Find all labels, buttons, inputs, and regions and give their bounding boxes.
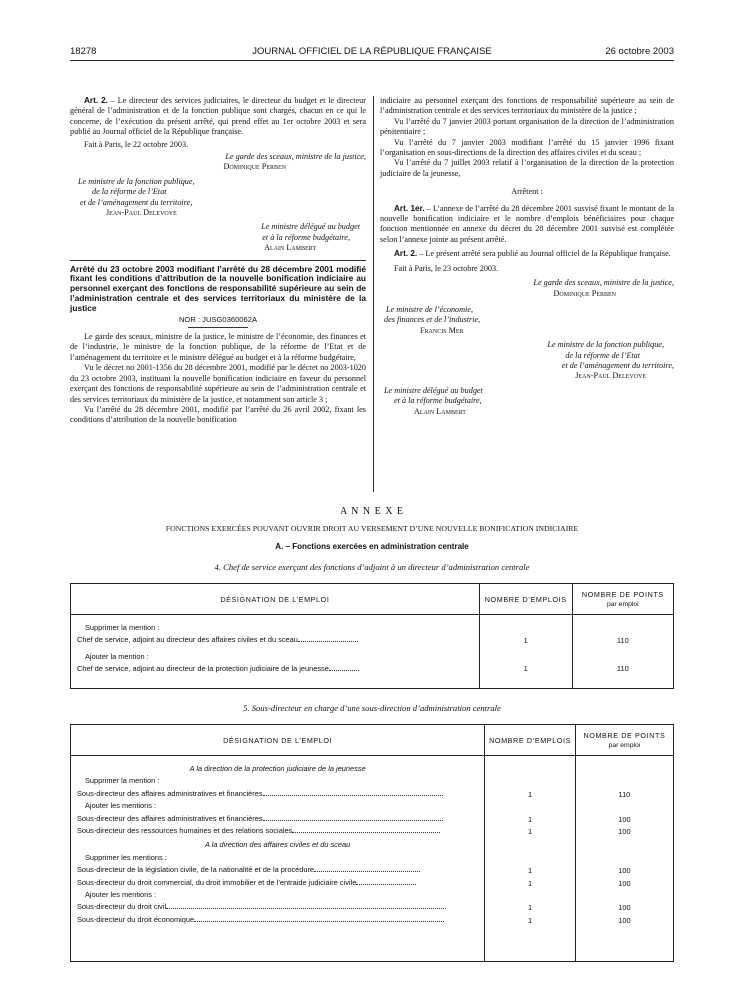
table-cell: 1 <box>523 664 528 674</box>
table-row: Sous-directeur des affaires administratives et financières <box>77 813 263 823</box>
table-sous-directeur <box>70 724 674 962</box>
table-cell: 1 <box>523 636 528 645</box>
signature-title: de la réforme de l’Etat <box>565 350 640 360</box>
preamble-paragraph: Vu le décret no 2001-1356 du 28 décembre 2001, modifié par le décret no 2003-1020 du 23 octobre 2003, instituant la nouvelle bonification indiciaire en faveur du personnel exerçant des fonctions de responsabilité supérieure au sein de l’administration centrale et des services territoriaux du ministère de la justice, et notamment son article 3 ; <box>70 363 366 404</box>
article-1: Art. 1er. – L’annexe de l’arrêté du 28 décembre 2001 susvisé fixant le montant de la nouvelle bonification indiciaire et le nombre d’emplois bénéficiaires pour chaque fonction mentionnée en annexe du décret du 28 décembre 2001 susvisé est complétée selon l’annexe jointe au présent arrêté. <box>380 203 674 244</box>
nombre-emplois-cell <box>485 756 576 962</box>
col-header-designation: DÉSIGNATION DE L’EMPLOI <box>71 584 480 615</box>
signature-name: Jean-Paul Delevoye <box>106 208 177 218</box>
col-header-nombre-emplois: NOMBRE D’EMPLOIS <box>479 584 572 615</box>
preamble-paragraph: Vu l’arrêté du 7 janvier 2003 portant organisation de la direction de l’administration pénitentiaire ; <box>380 116 674 137</box>
fait-a-paris-2: Fait à Paris, le 23 octobre 2003. <box>394 263 499 273</box>
decree-title: Arrêté du 23 octobre 2003 modifiant l’arrêté du 28 décembre 2001 modifié fixant les conditions d’attribution de la nouvelle bonification indiciaire au personnel exerçant des fonctions de responsabilité supérieure au sein de l’administration centrale et des services territoriaux du ministère de la justice <box>70 263 366 313</box>
col-header-nombre-emplois: NOMBRE D’EMPLOIS <box>485 725 576 756</box>
table-chef-de-service <box>70 583 674 689</box>
table-row: Sous-directeur des affaires administratives et financières <box>77 788 263 798</box>
table-cell: 1 <box>527 915 533 925</box>
signature-name: Francis Mer <box>420 325 464 335</box>
signature-title: de la réforme de l’Etat <box>92 187 167 197</box>
nombre-points-cell <box>575 756 673 962</box>
col-header-designation: DÉSIGNATION DE L’EMPLOI <box>71 725 485 756</box>
signature-title: et à la réforme budgétaire, <box>394 396 482 406</box>
table-row: Ajouter les mentions : <box>85 889 157 899</box>
table-cell: 100 <box>618 903 631 913</box>
fait-a-paris-1: Fait à Paris, le 22 octobre 2003. <box>84 139 189 149</box>
table-cell: 1 <box>527 866 533 876</box>
right-column <box>380 96 674 417</box>
table-cell: 100 <box>618 866 631 876</box>
signature-title: et de l’aménagement du territoire, <box>561 360 674 370</box>
signature-title: des finances et de l’industrie, <box>384 315 481 325</box>
article-2-prev: Art. 2. – Le directeur des services judiciaires, le directeur du budget et le directeur général de l’administration et de la fonction publique sont chargés, chacun en ce qui le concerne, de l’exécution du présent arrêté, qui prend effet au 1er octobre 2003 et sera publié au Journal officiel de la République française. <box>70 96 366 137</box>
table-row: Sous-directeur du droit économique <box>77 914 195 924</box>
table-cell: 1 <box>527 814 533 824</box>
preamble-paragraph: indiciaire au personnel exerçant des fonctions de responsabilité supérieure au sein de l’administration centrale et des services territoriaux du ministère de la justice ; <box>380 96 674 116</box>
preamble-paragraph: Vu l’arrêté du 7 janvier 2003 modifiant l’arrêté du 15 janvier 1996 fixant l’organisation en sous-directions de la direction des affaires civiles et du sceau ; <box>380 137 674 158</box>
table-row: Sous-directeur de la législation civile, de la nationalité et de la procédure <box>77 865 315 875</box>
nor-reference: NOR : JUSG0360062A <box>178 314 258 324</box>
group-heading: A la direction de la protection judiciaire de la jeunesse <box>189 764 366 773</box>
table-row: Supprimer la mention : <box>85 776 160 786</box>
nombre-emplois-cell <box>479 615 572 689</box>
table-cell: 110 <box>616 664 629 674</box>
signature-name: Dominique Perben <box>553 288 616 298</box>
signature-title: et de l’aménagement du territoire, <box>80 197 193 207</box>
table-cell: 110 <box>616 636 629 645</box>
signature-name: Alain Lambert <box>414 406 466 416</box>
table-cell: 1 <box>527 789 533 799</box>
signature-title: Le ministre de la fonction publique, <box>78 176 195 186</box>
table-cell: 1 <box>527 826 533 836</box>
table-cell: 100 <box>618 814 631 824</box>
signature-title: Le ministre délégué au budget <box>384 385 483 395</box>
table-cell: 100 <box>618 915 631 925</box>
group-heading: A la direction des affaires civiles et du sceau <box>205 840 351 850</box>
nombre-points-cell <box>572 615 673 689</box>
table-row: Ajouter la mention : <box>85 651 149 661</box>
col-header-nombre-points: NOMBRE DE POINTS par emploi <box>575 725 673 756</box>
annexe-subtitle: FONCTIONS EXERCÉES POUVANT OUVRIR DROIT AU VERSEMENT D’UNE NOUVELLE BONIFICATION INDICIAIRE <box>165 524 579 533</box>
signature-name: Alain Lambert <box>264 243 316 253</box>
signature-name: Jean-Paul Delevoye <box>575 371 646 381</box>
col-header-nombre-points: NOMBRE DE POINTS par emploi <box>572 584 673 615</box>
item-5-heading: 5. Sous-directeur en charge d’une sous-direction d’administration centrale <box>243 703 501 713</box>
table-cell: 110 <box>618 789 631 799</box>
table-row: Chef de service, adjoint au directeur de la protection judiciaire de la jeunesse <box>77 664 329 674</box>
table-cell: 100 <box>618 878 631 888</box>
signature-title: Le ministre de l’économie, <box>386 304 474 314</box>
preamble-paragraph: Vu l’arrêté du 7 juillet 2003 relatif à l’organisation de la direction de la protection judiciaire de la jeunesse, <box>380 158 674 178</box>
table-row: Supprimer la mention : <box>85 623 160 632</box>
designation-cell <box>71 615 480 689</box>
preamble-paragraph: Le garde des sceaux, ministre de la justice, le ministre de l’économie, des finances et de l’industrie, le ministre de la fonction publique, de la réforme de l’Etat et de l’aménagement du territoire et le ministre délégué au budget et à la réforme budgétaire, <box>70 332 366 362</box>
signature-title: Le garde des sceaux, ministre de la justice, <box>225 152 366 162</box>
signature-title: et à la réforme budgétaire, <box>262 232 350 242</box>
designation-cell <box>71 756 485 962</box>
signature-title: Le ministre délégué au budget <box>261 222 360 232</box>
signature-title: Le garde des sceaux, ministre de la justice, <box>533 278 674 288</box>
left-column <box>70 96 366 426</box>
table-cell: 100 <box>618 826 631 836</box>
journal-title: JOURNAL OFFICIEL DE LA RÉPUBLIQUE FRANÇAISE <box>252 46 492 57</box>
header-rule <box>70 60 674 61</box>
page-number: 18278 <box>70 46 97 57</box>
table-row: Sous-directeur des ressources humaines et des relations sociales <box>77 825 293 835</box>
table-row: Chef de service, adjoint au directeur des affaires civiles et du sceau <box>77 635 298 645</box>
column-divider <box>373 96 374 492</box>
arretent: Arrêtent : <box>511 187 543 197</box>
table-row: Ajouter les mentions : <box>85 801 157 811</box>
table-row: Sous-directeur du droit commercial, du droit immobilier et de l’entraide judiciaire civile <box>77 877 357 887</box>
signature-title: Le ministre de la fonction publique, <box>547 340 664 350</box>
item-4-heading: 4. Chef de service exerçant des fonctions d’adjoint à un directeur d’administration centrale <box>214 562 530 572</box>
table-cell: 1 <box>527 903 533 913</box>
preamble-paragraph: Vu l’arrêté du 28 décembre 2001, modifié par l’arrêté du 26 avril 2002, fixant les conditions d’attribution de la nouvelle bonification <box>70 404 366 425</box>
issue-date: 26 octobre 2003 <box>605 46 674 57</box>
table-row: Supprimer les mentions : <box>85 852 167 862</box>
section-a-heading: A. – Fonctions exercées en administration centrale <box>275 542 469 551</box>
article-2: Art. 2. – Le présent arrêté sera publié au Journal officiel de la République française. <box>394 249 671 259</box>
annexe-title: A N N E X E <box>339 506 405 517</box>
table-cell: 1 <box>527 878 533 888</box>
table-row: Sous-directeur du droit civil <box>77 902 167 912</box>
signature-name: Dominique Perben <box>223 162 286 172</box>
